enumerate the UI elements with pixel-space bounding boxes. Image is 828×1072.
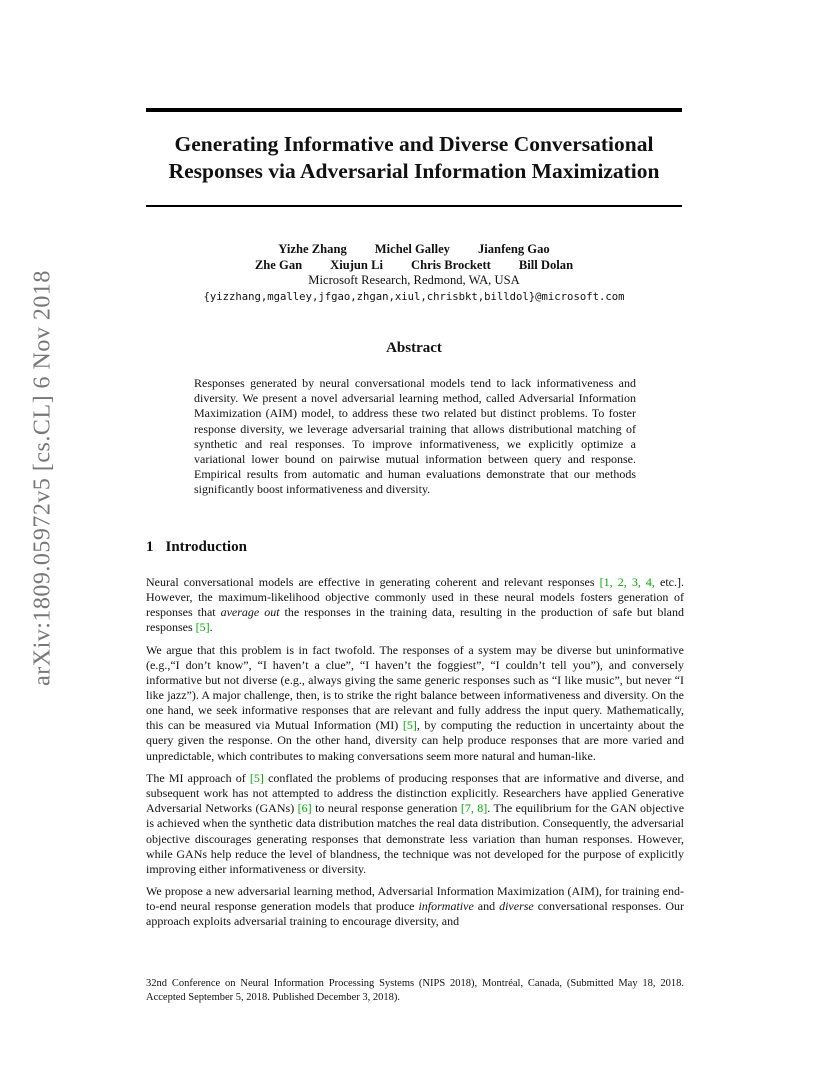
text-run: The MI approach of	[146, 771, 250, 786]
section-number: 1	[146, 539, 154, 555]
author-block	[146, 242, 682, 305]
text-run: . The equilibrium for the GAN objective is achieved when the synthetic data distribution matches the real data distribution. Consequently, the adversarial objective discourages generating responses that demonstrate less variation than human responses. However, while GANs help reduce the level of blandness, the technique was not developed for the purpose of explicitly improving either informativeness or diversity.	[146, 801, 685, 876]
text-run: We argue that this problem is in fact twofold. The responses of a system may be diverse but uninformative (e.g.,“I don’t know”, “I haven’t a clue”, “I haven’t the foggiest”, “I couldn’t tell you”), and conversely informative but not diverse (e.g., always giving the same generic responses such as “I like music”, but never “I like jazz”). A major challenge, then, is to strike the right balance between informativeness and diversity. On the one hand, we seek informative responses that are relevant and fully address the input query. Mathematically, this can be measured via Mutual Information (MI)	[146, 642, 684, 733]
affiliation: Microsoft Research, Redmond, WA, USA	[308, 273, 520, 287]
abstract-text: Responses generated by neural conversational models tend to lack informativeness and diversity. We present a novel adversarial learning method, called Adversarial Information Maximization (AIM) model, to address these two related but distinct problems. To foster response diversity, we leverage adversarial training that allows distributional matching of synthetic and real responses. To improve informativeness, we explicitly optimize a variational lower bound on pairwise mutual information between query and response. Empirical results from automatic and human evaluations demonstrate that our methods significantly boost informativeness and diversity.	[194, 376, 636, 497]
arxiv-stamp: arXiv:1809.05972v5 [cs.CL] 6 Nov 2018	[29, 270, 56, 686]
citation-link[interactable]: [5]	[402, 718, 417, 733]
paragraph-2	[146, 643, 684, 764]
section-heading	[146, 539, 247, 556]
author-emails: {yizzhang,mgalley,jfgao,zhgan,xiul,chrisbkt,billdol}@microsoft.com	[203, 290, 625, 303]
text-run: .	[209, 620, 213, 635]
title-bottom-rule	[146, 205, 682, 207]
citation-link[interactable]: [6]	[297, 801, 312, 816]
author-row-2	[146, 258, 682, 274]
citation-link[interactable]: [5]	[249, 771, 264, 786]
author-name: Michel Galley	[374, 242, 450, 256]
paper-title	[120, 131, 708, 185]
author-name: Yizhe Zhang	[278, 242, 347, 256]
title-line-2: Responses via Adversarial Information Maximization	[168, 159, 660, 183]
citation-link[interactable]: [5]	[195, 620, 210, 635]
emphasis: informative	[418, 899, 474, 914]
author-name: Bill Dolan	[518, 257, 574, 272]
text-run: to neural response generation	[311, 801, 461, 816]
text-run: conflated the problems of producing responses that are informative and diverse, and subsequent work has not attempted to address the distinction explicitly. Researchers have applied Generative Adversarial Networks (GANs)	[146, 771, 684, 816]
text-run: We propose a new adversarial learning method, Adversarial Information Maximization (AIM), for training end-to-end neural response generation models that produce	[146, 884, 684, 914]
author-row-1	[146, 242, 682, 258]
paragraph-3	[146, 771, 684, 877]
text-run: , by computing the reduction in uncertainty about the query given the response. On the other hand, diversity can help produce responses that are more varied and unpredictable, which contributes to making conversations seem more natural and human-like.	[146, 718, 684, 763]
text-run: etc.]. However, the maximum-likelihood objective commonly used in these neural models fosters generation of responses that	[146, 575, 684, 620]
author-name: Xiujun Li	[330, 257, 383, 272]
citation-link[interactable]: [1, 2, 3, 4,	[599, 575, 655, 589]
text-run: and	[473, 899, 500, 914]
section-title: Introduction	[165, 539, 247, 555]
title-top-rule	[146, 108, 682, 112]
emphasis: diverse	[499, 899, 534, 914]
paragraph-1	[146, 575, 684, 635]
author-name: Jianfeng Gao	[477, 242, 550, 256]
text-run: Neural conversational models are effective in generating coherent and relevant responses	[146, 575, 600, 589]
title-line-1: Generating Informative and Diverse Conversational	[174, 132, 654, 156]
author-name: Chris Brockett	[410, 257, 491, 272]
author-name: Zhe Gan	[254, 257, 303, 272]
citation-link[interactable]: [7, 8]	[460, 801, 488, 816]
abstract-heading: Abstract	[386, 340, 442, 356]
emphasis: average out	[220, 605, 280, 620]
text-run: conversational responses. Our approach exploits adversarial training to encourage diversity, and	[146, 899, 684, 929]
conference-footnote: 32nd Conference on Neural Information Processing Systems (NIPS 2018), Montréal, Canada, (Submitted May 18, 2018. Accepted September 5, 2018. Published December 3, 2018).	[146, 978, 684, 1003]
text-run: the responses in the training data, resulting in the production of safe but bland responses	[146, 605, 684, 635]
paragraph-4	[146, 884, 684, 929]
body-text	[146, 575, 684, 937]
